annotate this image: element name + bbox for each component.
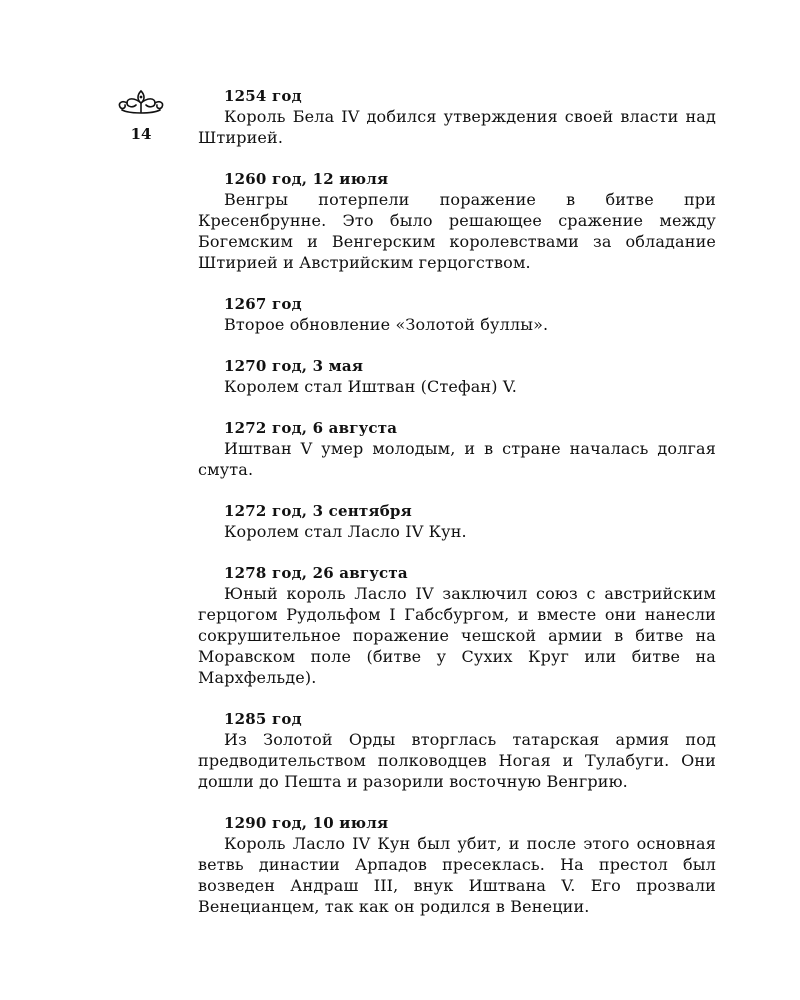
chronology-list <box>198 86 716 938</box>
chronology-entry <box>198 418 716 480</box>
entry-date: 1278 год, 26 августа <box>224 564 408 582</box>
entry-date: 1285 год <box>224 710 302 728</box>
entry-text: Юный король Ласло IV заключил союз с австрийским герцогом Рудольфом I Габсбургом, и вместе они нанесли сокрушительное поражение чешской армии в битве на Моравском поле (битве у Сухих Круг или битве на Мархфельде). <box>198 584 716 687</box>
chronology-entry <box>198 501 716 542</box>
chronology-entry <box>198 563 716 688</box>
entry-date: 1254 год <box>224 87 302 105</box>
chronology-entry <box>198 356 716 397</box>
chronology-entry <box>198 169 716 273</box>
entry-text: Венгры потерпели поражение в битве при Кресенбрунне. Это было решающее сражение между Богемским и Венгерским королевствами за обладание Штирией и Австрийским герцогством. <box>198 190 716 272</box>
entry-text: Королем стал Иштван (Стефан) V. <box>224 377 517 396</box>
floral-ornament-icon <box>116 88 166 116</box>
entry-date: 1270 год, 3 мая <box>224 357 364 375</box>
chronology-entry <box>198 813 716 917</box>
entry-date: 1272 год, 3 сентября <box>224 502 412 520</box>
entry-date: 1260 год, 12 июля <box>224 170 389 188</box>
page-number: 14 <box>130 125 152 143</box>
entry-date: 1290 год, 10 июля <box>224 814 389 832</box>
entry-text: Король Бела IV добился утверждения своей власти над Штирией. <box>198 107 716 147</box>
entry-text: Из Золотой Орды вторглась татарская армия под предводительством полководцев Ногая и Тулабуги. Они дошли до Пешта и разорили восточную Венгрию. <box>198 730 716 791</box>
entry-text: Второе обновление «Золотой буллы». <box>224 315 549 334</box>
entry-text: Король Ласло IV Кун был убит, и после этого основная ветвь династии Арпадов пресеклась. На престол был возведен Андраш III, внук Иштвана V. Его прозвали Венецианцем, так как он родился в Венеции. <box>198 834 716 916</box>
entry-text: Королем стал Ласло IV Кун. <box>224 522 467 541</box>
chronology-entry <box>198 86 716 148</box>
chronology-entry <box>198 709 716 792</box>
entry-text: Иштван V умер молодым, и в стране началась долгая смута. <box>198 439 716 479</box>
chronology-entry <box>198 294 716 335</box>
entry-date: 1267 год <box>224 295 302 313</box>
entry-date: 1272 год, 6 августа <box>224 419 398 437</box>
